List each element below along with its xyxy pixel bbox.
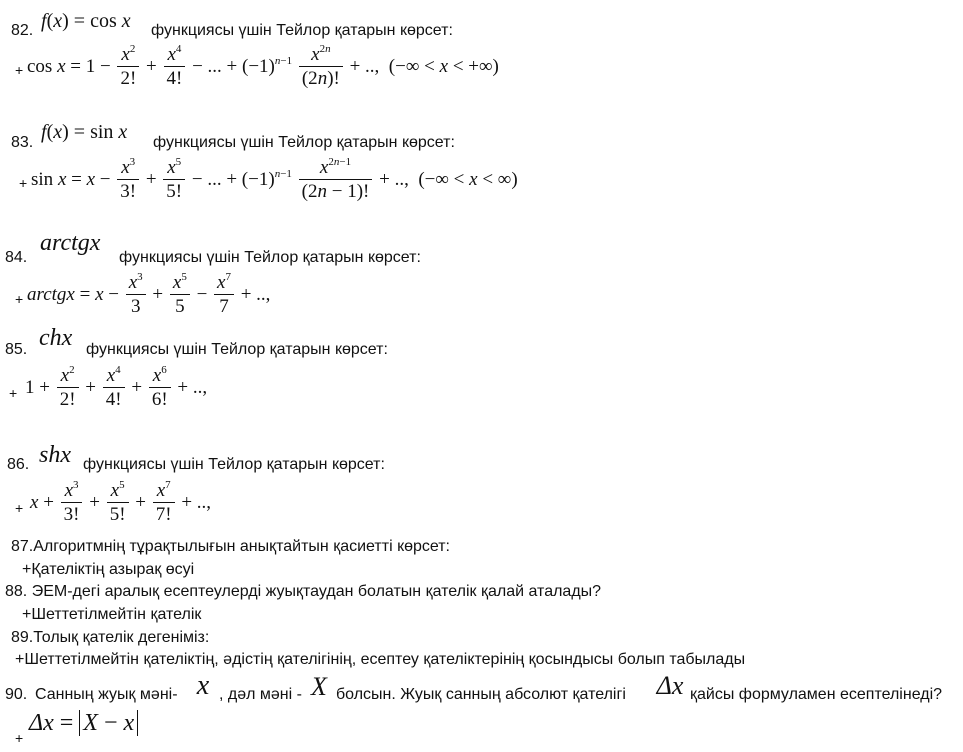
question-84-prompt: функциясы үшін Тейлор қатарын көрсет: <box>119 249 421 266</box>
answer-83-formula: sin x = x − $\frac{x^3}{3!}$ + $\frac{x^5}{5!}$ − ... + $(-1)^{n-1}$ $\frac{x^{2n-1}}{(2n - 1)!}$ + .., (−∞ < x < ∞) <box>31 156 518 202</box>
answer-85-marker: + <box>9 385 18 401</box>
question-86-number: 86. <box>7 456 30 473</box>
function-box-cos <box>35 9 145 35</box>
question-87: 87.Алгоритмнің тұрақтылығын анықтайтын қасиетті көрсет: <box>11 538 450 555</box>
answer-83-marker: + <box>19 175 28 191</box>
question-85-prompt: функциясы үшін Тейлор қатарын көрсет: <box>86 341 388 358</box>
symbol-delta-x: Δx <box>652 673 688 701</box>
symbol-exact-x: X <box>306 674 332 702</box>
question-84-number: 84. <box>5 249 28 266</box>
function-box-cos-text: f(x) = cos x <box>41 10 131 32</box>
answer-86-marker: + <box>15 500 24 516</box>
question-90-part4: қайсы формуламен есептелінеді? <box>690 686 943 703</box>
question-83-number: 83. <box>11 134 34 151</box>
answer-90-marker: + <box>15 730 24 746</box>
answer-89: +Шеттетілмейтін қателіктің, әдістің қателігінің, есептеу қателіктерінің қосындысы болып табылады <box>15 651 746 668</box>
answer-85-formula: 1 + $\frac{x^2}{2!}$ + $\frac{x^4}{4!}$ + $\frac{x^6}{6!}$ + .., <box>25 364 208 410</box>
answer-87: +Қателіктің азырақ өсуі <box>22 561 195 578</box>
question-88: 88. ЭЕМ-дегі аралық есептеулерді жуықтаудан болатын қателік қалай аталады? <box>5 583 602 600</box>
answer-82-marker: + <box>15 62 24 78</box>
answer-84-marker: + <box>15 291 24 307</box>
function-box-ch <box>35 325 81 353</box>
answer-90-formula: Δx = X − x <box>25 706 149 742</box>
question-90-number: 90. <box>5 686 28 703</box>
symbol-approx-x: x <box>190 672 216 702</box>
function-box-sin-text: f(x) = sin x <box>41 121 128 143</box>
answer-82-formula: cos x = 1 − $\frac{x^2}{2!}$ + $\frac{x^4}{4!}$ − ... + $(-1)^{n-1}$ $\frac{x^{2n}}{(2n)!}$ + .., (−∞ < x < +∞) <box>27 43 499 89</box>
function-box-sh-text: shx <box>39 442 71 468</box>
function-box-sh <box>35 442 79 470</box>
question-90-part1: Санның жуық мәні- <box>35 686 178 703</box>
question-82-prompt: функциясы үшін Тейлор қатарын көрсет: <box>151 22 453 39</box>
function-box-sin <box>35 120 147 146</box>
question-82-number: 82. <box>11 22 34 39</box>
function-box-arctg <box>35 230 113 260</box>
question-90-part3: болсын. Жуық санның абсолют қателігі <box>336 686 626 703</box>
answer-84-formula: arctgx = x − $\frac{x^3}{3}$ + $\frac{x^5}{5}$ − $\frac{x^7}{7}$ + .., <box>27 271 271 317</box>
answer-86-formula: x + $\frac{x^3}{3!}$ + $\frac{x^5}{5!}$ + $\frac{x^7}{7!}$ + .., <box>30 479 212 525</box>
function-box-ch-text: chx <box>39 325 73 351</box>
function-box-arctg-text: arctgx <box>40 230 101 256</box>
question-86-prompt: функциясы үшін Тейлор қатарын көрсет: <box>83 456 385 473</box>
question-89: 89.Толық қателік дегеніміз: <box>11 629 210 646</box>
answer-88: +Шеттетілмейтін қателік <box>22 606 202 623</box>
question-85-number: 85. <box>5 341 28 358</box>
question-90-part2: , дәл мәні - <box>219 686 302 703</box>
question-83-prompt: функциясы үшін Тейлор қатарын көрсет: <box>153 134 455 151</box>
